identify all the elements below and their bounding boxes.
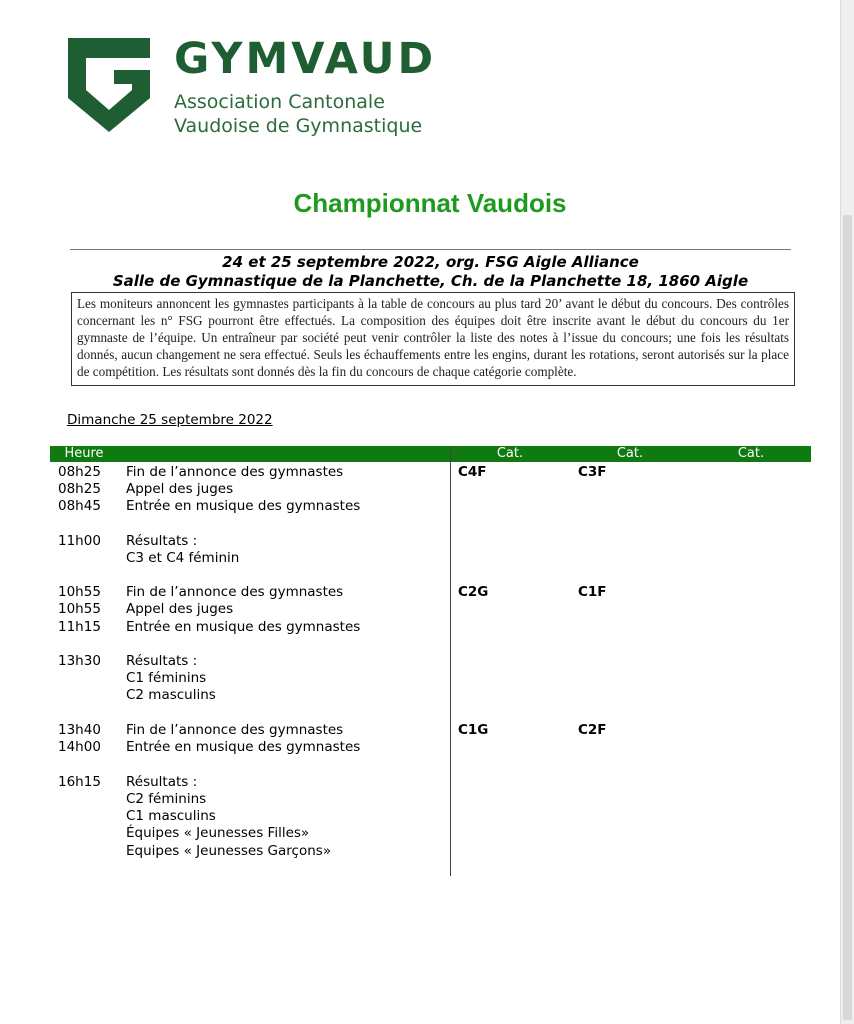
row-event: C3 et C4 féminin [126, 550, 240, 566]
header-cat-1: Cat. [496, 446, 524, 461]
row-event: Fin de l’annonce des gymnastes [126, 722, 344, 738]
row-event: Fin de l’annonce des gymnastes [126, 584, 344, 600]
row-event: C1 masculins [126, 808, 216, 824]
rules-notice-box: Les moniteurs annoncent les gymnastes participants à la table de concours au plus tard 20’ avant le début du concours. Des contrôles concernant les n° FSG pourront être effectués. La composition des équipes doit être inscrite avant le début du concours du 1er gymnaste de l’équipe. Un entraîneur par société peut venir contrôler la liste des notes à l’issue du concours; une fois les résultats donnés, aucun changement ne sera effectué. Seuls les échauffements entre les engins, durant les rotations, seront autorisés sur la place de compétition. Les résultats sont donnés dès la fin du concours de chaque catégorie complète. [71, 292, 795, 386]
row-event: Résultats : [126, 653, 198, 669]
row-event: Appel des juges [126, 601, 234, 617]
row-time: 08h25 [58, 464, 101, 480]
row-time: 11h00 [58, 533, 101, 549]
row-category-1: C2G [458, 584, 489, 600]
brand-name: GYMVAUD [174, 34, 437, 84]
row-category-2: C2F [578, 722, 607, 738]
row-category-2: C1F [578, 584, 607, 600]
table-column-divider [450, 446, 451, 876]
row-event: Résultats : [126, 774, 198, 790]
page-title: Championnat Vaudois [293, 188, 567, 218]
row-event: Equipes « Jeunesses Garçons» [126, 843, 332, 859]
row-time: 08h25 [58, 481, 101, 497]
scrollbar-thumb[interactable] [843, 215, 852, 1020]
row-event: Fin de l’annonce des gymnastes [126, 464, 344, 480]
row-time: 11h15 [58, 619, 101, 635]
schedule-table-header [50, 446, 811, 462]
row-category-1: C4F [458, 464, 487, 480]
row-category-2: C3F [578, 464, 607, 480]
row-time: 16h15 [58, 774, 101, 790]
row-category-1: C1G [458, 722, 489, 738]
row-event: Résultats : [126, 533, 198, 549]
event-dates-organizer: 24 et 25 septembre 2022, org. FSG Aigle Alliance [222, 253, 639, 271]
divider [70, 249, 791, 250]
header-cat-3: Cat. [737, 446, 765, 461]
row-time: 08h45 [58, 498, 101, 514]
brand-subtitle [174, 90, 464, 138]
scrollbar[interactable] [840, 0, 854, 1024]
row-event: Appel des juges [126, 481, 234, 497]
header-heure: Heure [64, 446, 104, 461]
row-event: Entrée en musique des gymnastes [126, 619, 361, 635]
row-time: 13h40 [58, 722, 101, 738]
row-event: Entrée en musique des gymnastes [126, 498, 361, 514]
header-cat-2: Cat. [616, 446, 644, 461]
brand-subtitle-line2: Vaudoise de Gymnastique [174, 115, 423, 137]
row-time: 13h30 [58, 653, 101, 669]
brand-subtitle-line1: Association Cantonale [174, 91, 385, 113]
row-time: 10h55 [58, 601, 101, 617]
event-venue: Salle de Gymnastique de la Planchette, Ch. de la Planchette 18, 1860 Aigle [112, 272, 749, 290]
row-event: C1 féminins [126, 670, 207, 686]
day-heading: Dimanche 25 septembre 2022 [67, 412, 273, 428]
gymvaud-shield-logo-icon [66, 36, 152, 134]
row-event: Équipes « Jeunesses Filles» [126, 825, 310, 841]
row-event: C2 féminins [126, 791, 207, 807]
row-time: 10h55 [58, 584, 101, 600]
row-event: Entrée en musique des gymnastes [126, 739, 361, 755]
row-time: 14h00 [58, 739, 101, 755]
row-event: C2 masculins [126, 687, 216, 703]
gymvaud-logo [66, 36, 446, 136]
